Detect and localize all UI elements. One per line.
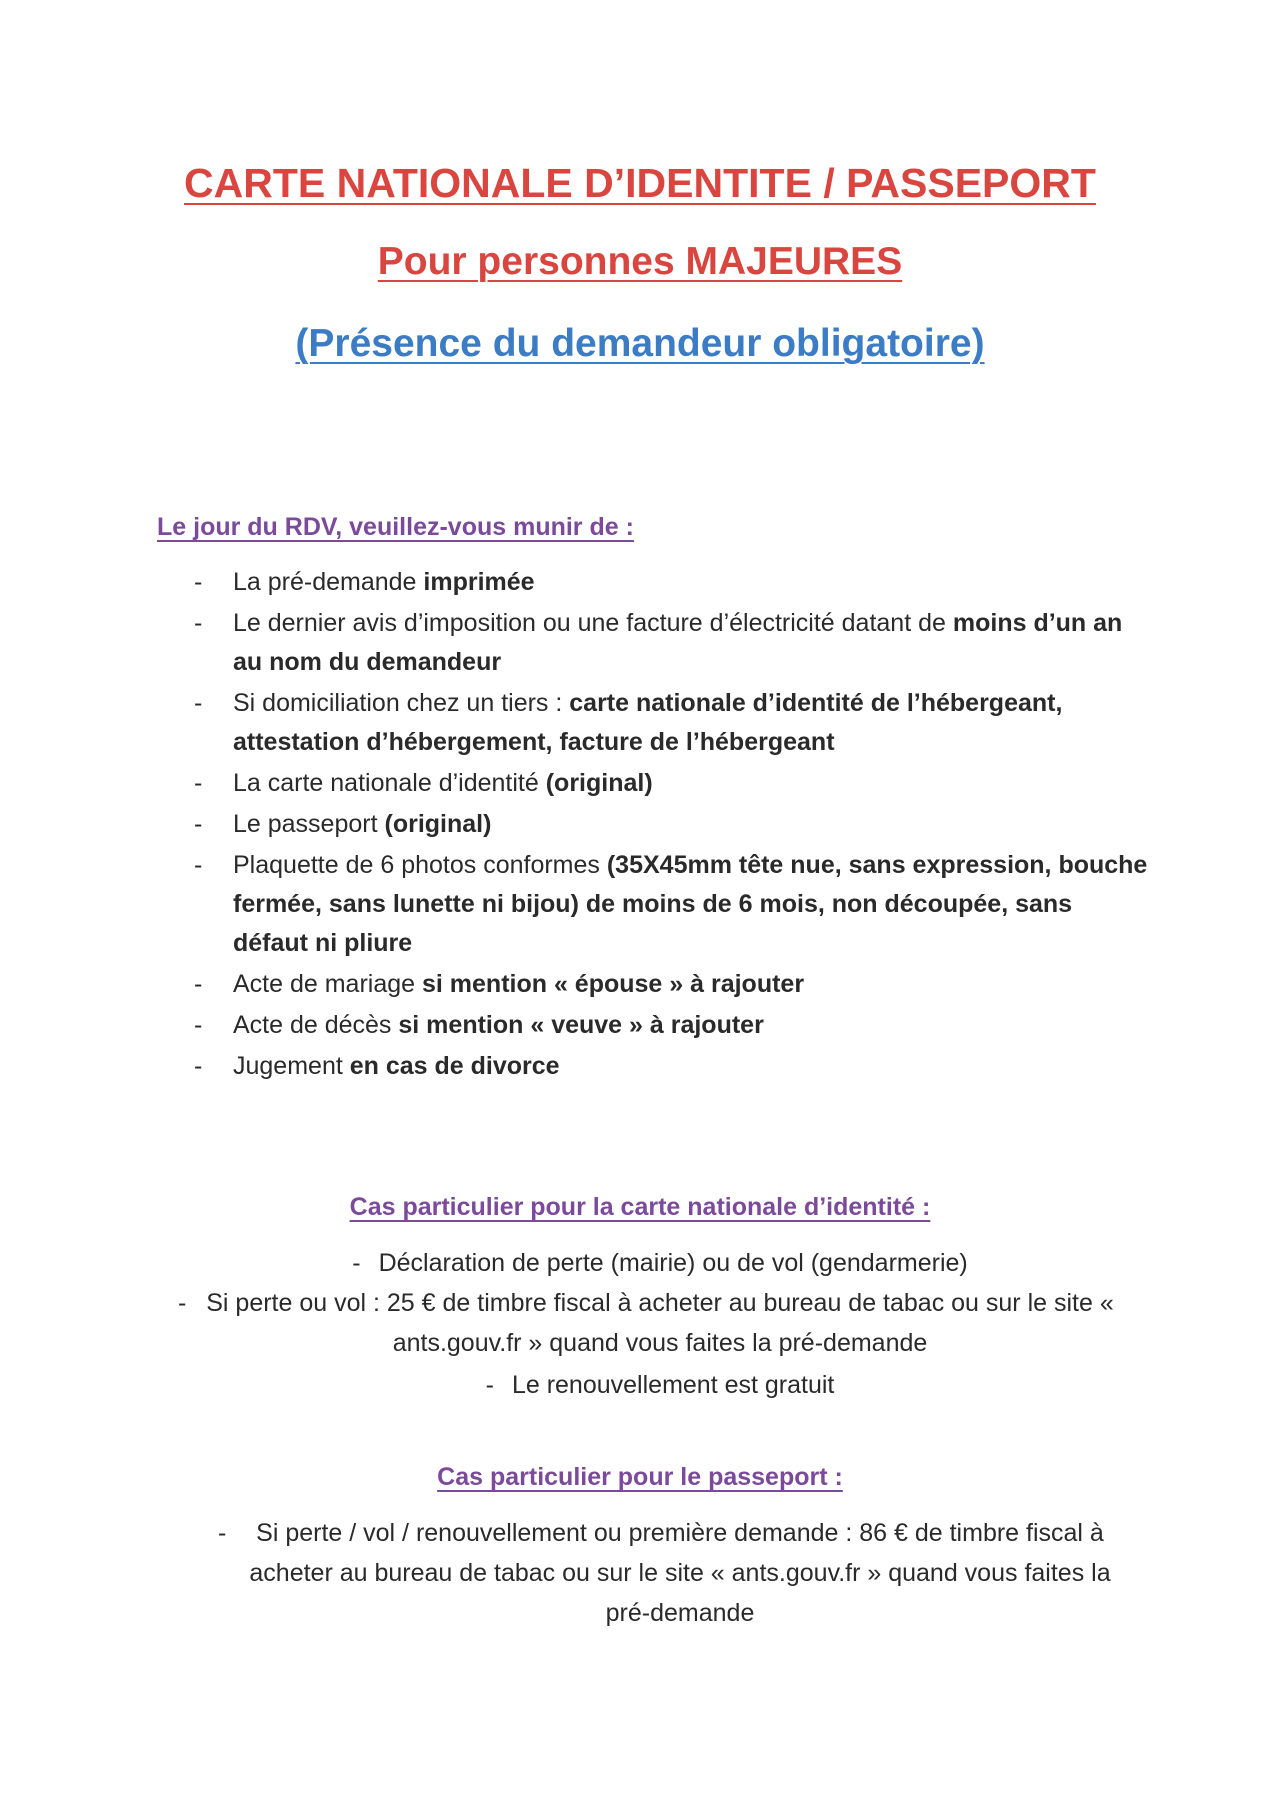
item-text: Si perte ou vol : 25 € de timbre fiscal à acheter au bureau de tabac ou sur le site « ants.gouv.fr » quand vous faites la pré-demande xyxy=(206,1289,1114,1357)
passport-fiscal-stamp xyxy=(218,1513,1120,1633)
item-bold-text: si mention « épouse » à rajouter xyxy=(422,970,805,998)
bullet-dash: - xyxy=(194,970,203,998)
item-bold-text: carte nationale d’identité de l’hébergeant, attestation d’hébergement, facture de l’hébergeant xyxy=(233,689,1063,756)
title-line-3: (Présence du demandeur obligatoire) xyxy=(295,322,985,365)
bullet-dash: - xyxy=(178,1289,187,1317)
title-line-2: Pour personnes MAJEURES xyxy=(377,240,903,283)
bullet-dash: - xyxy=(194,568,203,596)
item-bold-text: imprimée xyxy=(423,568,535,596)
bullet-dash: - xyxy=(194,609,203,637)
list-item xyxy=(194,1006,1153,1045)
bullet-dash: - xyxy=(194,1052,203,1080)
item-bold-text: si mention « veuve » à rajouter xyxy=(398,1011,764,1039)
item-text: La carte nationale d’identité xyxy=(233,769,546,797)
bullet-dash: - xyxy=(194,689,203,717)
document-presence-note xyxy=(0,322,1280,366)
document-title xyxy=(0,160,1280,207)
list-item xyxy=(194,563,1153,602)
section-heading-passport: Cas particulier pour le passeport : xyxy=(437,1463,843,1491)
item-text: Le passeport xyxy=(233,810,385,838)
list-item xyxy=(194,965,1153,1004)
list-item xyxy=(194,1047,1153,1086)
bullet-dash: - xyxy=(352,1249,361,1277)
item-text: Si domiciliation chez un tiers : xyxy=(233,689,570,717)
list-item xyxy=(194,805,1153,844)
item-bold-text: en cas de divorce xyxy=(349,1052,560,1080)
list-item xyxy=(194,764,1153,803)
section-heading-rdv: Le jour du RDV, veuillez-vous munir de : xyxy=(157,513,634,541)
bullet-dash: - xyxy=(194,1011,203,1039)
list-item xyxy=(194,604,1153,682)
title-line-1: CARTE NATIONALE D’IDENTITE / PASSEPORT xyxy=(184,160,1096,206)
required-documents-list xyxy=(194,563,1153,1086)
bullet-dash: - xyxy=(218,1519,227,1547)
item-text: Plaquette de 6 photos conformes xyxy=(233,851,607,879)
cni-fiscal-stamp xyxy=(180,1283,1140,1363)
item-text: Le renouvellement est gratuit xyxy=(511,1371,835,1399)
item-text: Déclaration de perte (mairie) ou de vol (gendarmerie) xyxy=(378,1249,968,1277)
item-bold-text: moins d’un an au nom du demandeur xyxy=(233,609,1123,676)
bullet-dash: - xyxy=(485,1371,494,1399)
document-subtitle xyxy=(0,240,1280,284)
bullet-dash: - xyxy=(194,810,203,838)
item-text: Acte de mariage xyxy=(233,970,422,998)
bullet-dash: - xyxy=(194,769,203,797)
cni-renewal-free xyxy=(180,1365,1140,1405)
list-item xyxy=(194,846,1153,963)
list-item xyxy=(194,684,1153,762)
item-text: Jugement xyxy=(233,1052,350,1080)
item-text: Le dernier avis d’imposition ou une facture d’électricité datant de xyxy=(233,609,953,637)
cni-loss-declaration xyxy=(180,1243,1140,1283)
item-bold-text: (original) xyxy=(384,810,492,838)
item-bold-text: (35X45mm tête nue, sans expression, bouche fermée, sans lunette ni bijou) de moins de 6 mois, non découpée, sans défaut ni pliure xyxy=(233,851,1148,957)
item-text: La pré-demande xyxy=(233,568,424,596)
section-heading-cni: Cas particulier pour la carte nationale d’identité : xyxy=(349,1193,931,1221)
item-text: Acte de décès xyxy=(233,1011,399,1039)
bullet-dash: - xyxy=(194,851,203,879)
item-bold-text: (original) xyxy=(545,769,653,797)
item-text: Si perte / vol / renouvellement ou première demande : 86 € de timbre fiscal à acheter au bureau de tabac ou sur le site « ants.gouv.fr » quand vous faites la pré-demande xyxy=(249,1519,1111,1627)
